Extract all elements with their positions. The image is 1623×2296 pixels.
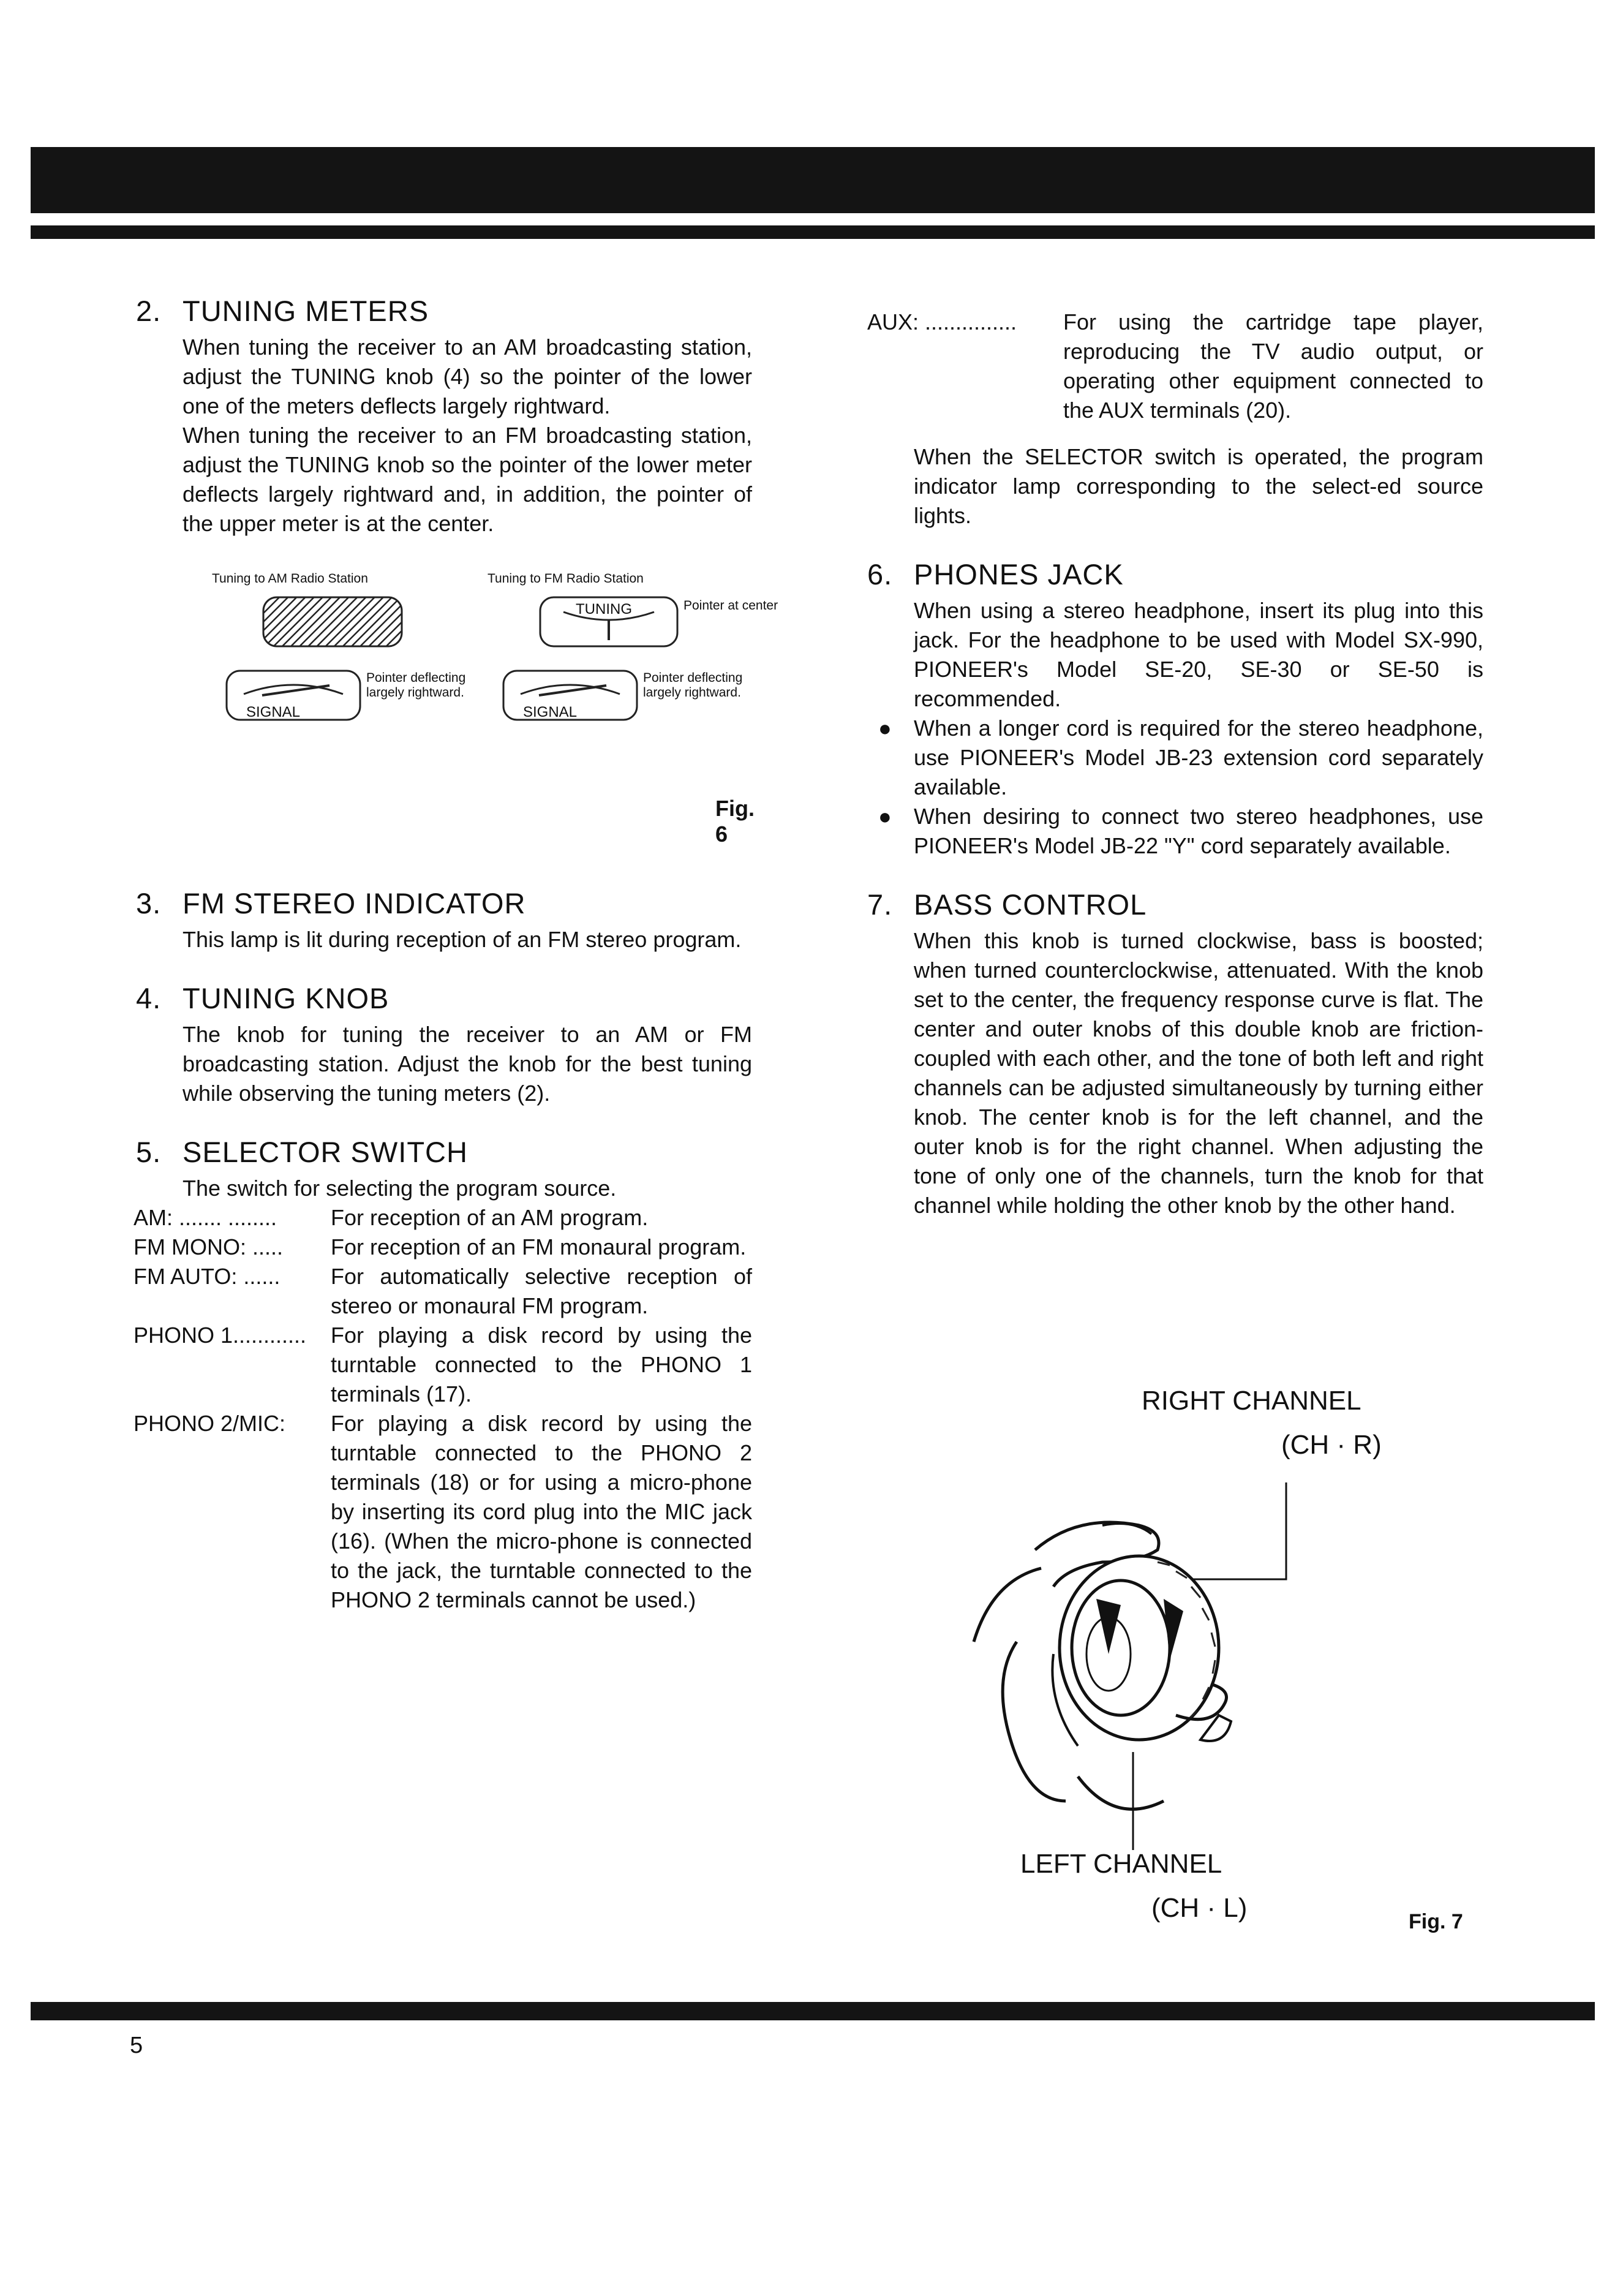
section-intro: The switch for selecting the program source.: [183, 1176, 617, 1201]
section-body: When this knob is turned clockwise, bass is boosted; when turned counterclockwise, attenuated. With the knob set to the center, the frequency response curve is flat. The center and outer knobs of this double knob are friction-coupled with each other, and the tone of both left and right channels can be adjusted simultaneously by turning either knob. The center knob is for the left channel, and the outer knob is for the right channel. When adjusting the tone of only one of the channels, turn the knob for that channel while holding the other knob by the other hand.: [914, 928, 1483, 1218]
term: PHONO 1............: [134, 1323, 307, 1348]
section-heading: [136, 981, 752, 1015]
section-heading: [867, 557, 1483, 591]
list-item: [134, 1233, 752, 1262]
term: AM: ....... ........: [134, 1205, 277, 1230]
definition: For reception of an AM program.: [331, 1205, 649, 1230]
pointer-deflect-caption: Pointer deflecting: [643, 671, 743, 685]
list-item: [867, 308, 1483, 425]
header-rule: [31, 225, 1595, 239]
section-body: This lamp is lit during reception of an FM stereo program.: [183, 927, 742, 952]
section-phones-jack: [867, 557, 1483, 861]
section-number: 7.: [867, 888, 893, 921]
list-item: [134, 1321, 752, 1409]
pointer-deflect-caption: Pointer deflecting: [366, 671, 466, 685]
bullet-item: [878, 802, 1483, 861]
selector-list: [134, 1203, 752, 1615]
figure-label: Fig. 6: [715, 796, 755, 847]
am-tuning-meter-icon: [262, 596, 403, 648]
paragraph: When the SELECTOR switch is operated, the program indicator lamp corresponding to the select-ed source lights.: [914, 444, 1483, 528]
figure-label: Fig. 7: [1409, 1910, 1463, 1933]
term: FM AUTO: ......: [134, 1264, 281, 1289]
tuning-label: TUNING: [576, 601, 632, 617]
section-number: 5.: [136, 1136, 162, 1168]
section-heading: [136, 294, 752, 328]
bullet-text: When a longer cord is required for the stereo headphone, use PIONEER's Model JB-23 extension cord separately available.: [914, 716, 1483, 799]
section-number: 3.: [136, 887, 162, 920]
page-number: 5: [130, 2033, 143, 2058]
bullet-icon: ●: [878, 804, 892, 829]
bullet-icon: ●: [878, 716, 892, 741]
double-knob-hand-icon: [955, 1458, 1347, 1850]
section-heading: [136, 1135, 752, 1169]
fm-caption: Tuning to FM Radio Station: [488, 572, 644, 586]
section-body: When using a stereo headphone, insert its plug into this jack. For the headphone to be used with Model SX-990, PIONEER's Model SE-20, SE-30 or SE-50 is recommended.: [914, 598, 1483, 711]
left-channel-label: LEFT CHANNEL: [1020, 1849, 1222, 1879]
list-item: [134, 1409, 752, 1615]
definition: For using the cartridge tape player, reproducing the TV audio output, or operating other equipment connected to the AUX terminals (20).: [1063, 309, 1483, 423]
section-tuning-meters: [136, 294, 778, 859]
section-body: The knob for tuning the receiver to an AM or FM broadcasting station. Adjust the knob for the best tuning while observing the tuning meters (2).: [183, 1022, 752, 1106]
section-title: SELECTOR SWITCH: [183, 1136, 468, 1168]
section-heading: [136, 886, 752, 920]
section-aux: [867, 308, 1483, 531]
section-title: FM STEREO INDICATOR: [183, 887, 526, 920]
section-title: TUNING METERS: [183, 295, 429, 327]
definition: For playing a disk record by using the turntable connected to the PHONO 2 terminals (18) or for using a micro-phone by inserting its cord plug into the MIC jack (16). (When the micro-phone is connected to the jack, the turntable connected to the PHONO 2 terminals cannot be used.): [331, 1411, 752, 1612]
paragraph: When tuning the receiver to an FM broadcasting station, adjust the TUNING knob so the pointer of the lower meter deflects largely rightward and, in addition, the pointer of the upper meter is at the center.: [183, 423, 752, 536]
section-selector-switch: [136, 1135, 752, 1615]
right-channel-label: RIGHT CHANNEL: [1142, 1386, 1361, 1416]
section-title: BASS CONTROL: [914, 888, 1147, 921]
pointer-center-caption: Pointer at center: [683, 599, 778, 613]
term: FM MONO: .....: [134, 1234, 283, 1259]
list-item: [134, 1203, 752, 1233]
section-fm-stereo-indicator: [136, 886, 752, 954]
signal-label: SIGNAL: [246, 704, 301, 720]
paragraph: When tuning the receiver to an AM broadcasting station, adjust the TUNING knob (4) so the pointer of the lower one of the meters deflects largely rightward.: [183, 334, 752, 418]
definition: For reception of an FM monaural program.: [331, 1234, 747, 1259]
right-column: [867, 294, 1483, 1247]
right-channel-abbr: (CH · R): [1281, 1430, 1382, 1460]
term: PHONO 2/MIC:: [134, 1411, 286, 1436]
footer-bar: [31, 2002, 1595, 2020]
list-item: [134, 1262, 752, 1321]
section-number: 6.: [867, 558, 893, 591]
definition: For playing a disk record by using the turntable connected to the PHONO 1 terminals (17).: [331, 1323, 752, 1407]
pointer-deflect-caption: largely rightward.: [643, 685, 741, 700]
section-number: 2.: [136, 295, 162, 327]
signal-label: SIGNAL: [523, 704, 578, 720]
section-body: [183, 333, 752, 538]
section-bass-control: [867, 888, 1483, 1220]
definition: For automatically selective reception of stereo or monaural FM program.: [331, 1264, 752, 1318]
term: AUX: ...............: [867, 309, 1017, 334]
figure-6: [173, 572, 778, 859]
am-caption: Tuning to AM Radio Station: [212, 572, 368, 586]
section-tuning-knob: [136, 981, 752, 1108]
header-bar: [31, 147, 1595, 213]
pointer-deflect-caption: largely rightward.: [366, 685, 464, 700]
left-column: [134, 294, 778, 1642]
section-heading: [867, 888, 1483, 921]
section-title: TUNING KNOB: [183, 982, 390, 1014]
section-number: 4.: [136, 982, 162, 1014]
section-title: PHONES JACK: [914, 558, 1124, 591]
bullet-text: When desiring to connect two stereo headphones, use PIONEER's Model JB-22 "Y" cord separately available.: [914, 804, 1483, 858]
bullet-item: [878, 714, 1483, 802]
left-channel-abbr: (CH · L): [1151, 1893, 1248, 1923]
